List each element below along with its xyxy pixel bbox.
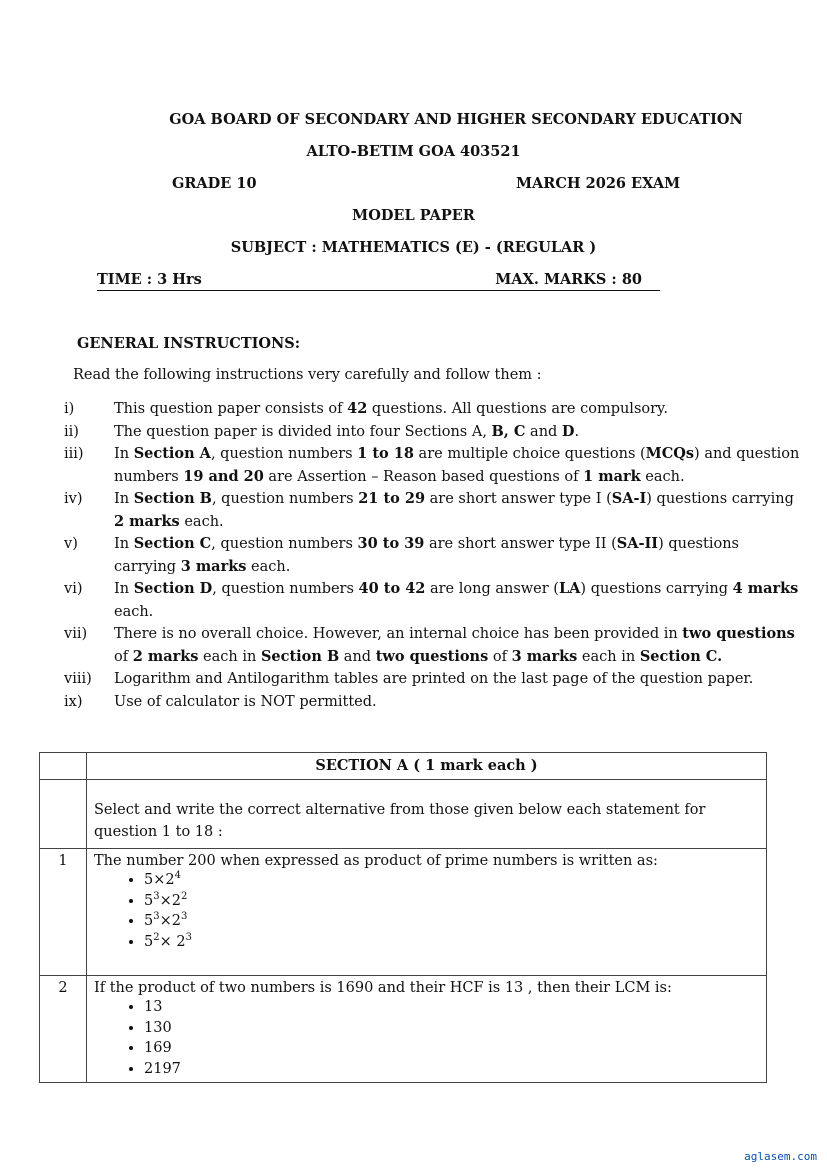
instruction-item: [64, 443, 804, 488]
option-item: • 130: [144, 1018, 759, 1039]
question-text: The number 200 when expressed as product of prime numbers is written as:: [94, 853, 658, 869]
options-list: [94, 870, 759, 952]
question-number: 2: [40, 976, 87, 1083]
instruction-item: [64, 623, 804, 668]
instruction-text: In Section C, question numbers 30 to 39 are short answer type II (SA-II) questions carrying 3 marks each.: [114, 535, 739, 575]
instruction-text: The question paper is divided into four Sections A, B, C and D.: [114, 422, 580, 440]
option-item: • $5^2\times 2^3$: [144, 932, 759, 953]
instruction-text: In Section A, question numbers 1 to 18 are multiple choice questions (MCQs) and question numbers 19 and 20 are Assertion – Reason based questions of 1 mark each.: [114, 445, 800, 485]
section-a-title: SECTION A ( 1 mark each ): [87, 753, 767, 780]
instruction-item: [64, 691, 804, 714]
instruction-item: [64, 668, 804, 691]
instructions-heading: GENERAL INSTRUCTIONS:: [77, 335, 301, 352]
question-row-1: [40, 849, 767, 976]
instruction-text: In Section D, question numbers 40 to 42 are long answer (LA) questions carrying 4 marks each.: [114, 580, 799, 620]
time-marks-bar: [97, 271, 660, 291]
instruction-text: Logarithm and Antilogarithm tables are printed on the last page of the question paper.: [114, 671, 754, 687]
instruction-number: vii): [64, 626, 88, 642]
subject-line: SUBJECT : MATHEMATICS (E) - (REGULAR ): [230, 239, 597, 256]
instruction-number: ix): [64, 693, 83, 710]
section-a-table: [39, 752, 767, 1083]
exam-label: MARCH 2026 EXAM: [516, 175, 681, 192]
instruction-number: v): [64, 536, 78, 552]
instruction-item: [64, 578, 804, 623]
watermark: aglasem.com: [744, 1150, 817, 1163]
instruction-number: i): [64, 401, 75, 417]
option-item: • $5^3\times 2^3$: [144, 911, 759, 932]
option-item: • 2197: [144, 1059, 759, 1080]
instruction-text: There is no overall choice. However, an internal choice has been provided in two questions of 2 marks each in Section B and two questions of 3 marks each in Section C.: [114, 625, 795, 665]
question-row-2: [40, 976, 767, 1083]
instruction-number: iv): [64, 491, 83, 507]
instruction-item: [64, 533, 804, 578]
question-number: 1: [40, 849, 87, 976]
time-label: TIME : 3 Hrs: [97, 271, 202, 288]
instruction-number: vi): [64, 581, 83, 597]
instruction-item: [64, 398, 804, 421]
grade-label: GRADE 10: [172, 175, 257, 192]
instruction-text: Use of calculator is NOT permitted.: [114, 693, 377, 710]
option-item: • $5^3\times 2^2$: [144, 891, 759, 912]
instruction-number: ii): [64, 423, 79, 440]
question-text: If the product of two numbers is 1690 and their HCF is 13 , then their LCM is:: [94, 980, 672, 996]
section-a-direction-row: [40, 780, 767, 849]
instruction-item: [64, 488, 804, 533]
instruction-text: In Section B, question numbers 21 to 29 are short answer type I (SA-I) questions carrying 2 marks each.: [114, 490, 794, 530]
instructions-list: [64, 398, 804, 713]
instruction-item: [64, 421, 804, 444]
instruction-number: iii): [64, 446, 84, 462]
board-address: ALTO-BETIM GOA 403521: [306, 143, 521, 160]
option-item: • 169: [144, 1038, 759, 1059]
section-a-direction: Select and write the correct alternative from those given below each statement for question 1 to 18 :: [87, 780, 767, 849]
option-item: • $5\times 2^4$: [144, 870, 759, 891]
max-marks-label: MAX. MARKS : 80: [495, 271, 642, 288]
options-list: [94, 997, 759, 1079]
paper-type: MODEL PAPER: [352, 207, 475, 224]
board-name: GOA BOARD OF SECONDARY AND HIGHER SECONDARY EDUCATION: [169, 111, 743, 128]
instruction-number: viii): [64, 671, 92, 687]
instructions-intro: Read the following instructions very carefully and follow them :: [73, 367, 542, 383]
section-a-header-row: [40, 753, 767, 780]
instruction-text: This question paper consists of 42 questions. All questions are compulsory.: [114, 400, 668, 417]
option-item: • 13: [144, 997, 759, 1018]
